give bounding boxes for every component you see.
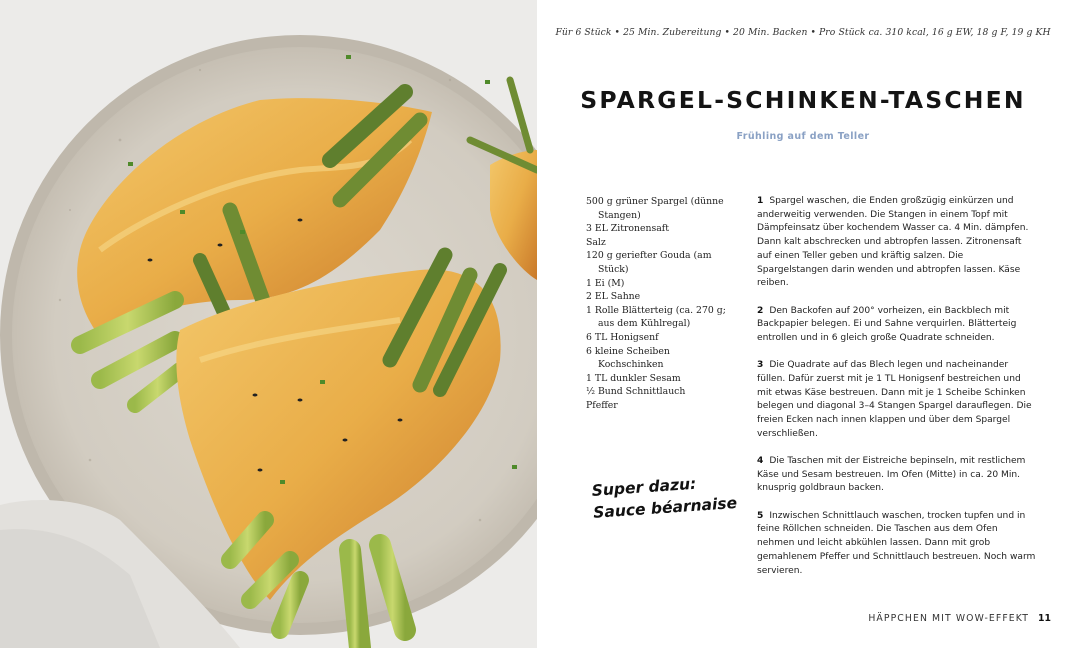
ingredient-item: 1 Ei (M) <box>586 277 625 289</box>
step-number: 1 <box>757 196 764 206</box>
step-2 <box>757 305 1037 346</box>
step-text: Inzwischen Schnittlauch waschen, trocken tupfen und in feine Röllchen schneiden. Die Taschen aus dem Ofen nehmen und leicht abkühlen lassen. Dann mit grob gemahlenem Pfeffer und Schnittlauch bestreuen. Noch warm servieren. <box>757 510 1036 576</box>
step-number: 5 <box>757 510 764 521</box>
ingredient-item: 6 kleine Scheiben Kochschinken <box>586 345 670 371</box>
ingredient-item: 120 g geriefter Gouda (am Stück) <box>586 250 712 275</box>
step-text: Spargel waschen, die Enden großzügig einkürzen und anderweitig verwenden. Die Stangen in einem Topf mit Dämpfeinsatz über kochendem Wasser ca. 4 Min. dämpfen. Dann kalt abschrecken und abtropfen lassen. Zitronensaft auf einen Teller geben und kräftig salzen. Die Spargelstangen darin wenden und abtropfen lassen. Käse reiben. <box>757 196 1029 289</box>
ingredient-item: ½ Bund Schnittlauch <box>586 386 686 398</box>
page-footer <box>868 613 1051 624</box>
serving-tip <box>591 470 744 524</box>
recipe-subtitle: Frühling auf dem Teller <box>736 131 870 142</box>
ingredient-item: 1 TL dunkler Sesam <box>586 372 681 384</box>
ingredient-item: 6 TL Honigsenf <box>586 331 659 343</box>
ingredient-item: 2 EL Sahne <box>586 291 641 303</box>
recipe-meta: Für 6 Stück • 25 Min. Zubereitung • 20 Min. Backen • Pro Stück ca. 310 kcal, 16 g EW, 18 g F, 19 g KH <box>555 27 1051 38</box>
step-text: Den Backofen auf 200° vorheizen, ein Backblech mit Backpapier belegen. Ei und Sahne verquirlen. Blätterteig entrollen und in 6 gleich große Quadrate schneiden. <box>757 305 1017 343</box>
ingredient-item: 3 EL Zitronensaft <box>586 223 669 235</box>
step-text: Die Quadrate auf das Blech legen und nacheinander füllen. Dafür zuerst mit je 1 TL Honigsenf bestreichen und mit etwas Käse bestreuen. Dann mit je 1 Scheibe Schinken belegen und diagonal 3–4 Stangen Spargel darauflegen. Die freien Ecken nach innen klappen und über dem Spargel verschließen. <box>757 360 1032 439</box>
page-number: 11 <box>1038 613 1051 624</box>
recipe-title: SPARGEL-SCHINKEN-TASCHEN <box>580 86 1026 114</box>
step-number: 3 <box>757 360 764 371</box>
ingredient-item: Salz <box>586 236 606 248</box>
ingredient-item: 1 Rolle Blätterteig (ca. 270 g; aus dem Kühlregal) <box>586 304 726 330</box>
ingredients-list <box>586 195 736 413</box>
step-4 <box>757 455 1037 496</box>
step-number: 2 <box>757 305 764 316</box>
ingredient-item: Pfeffer <box>586 399 618 411</box>
step-5 <box>757 510 1037 579</box>
footer-section-title: HÄPPCHEN MIT WOW-EFFEKT <box>868 613 1030 624</box>
ingredient-item: 500 g grüner Spargel (dünne Stangen) <box>586 196 724 221</box>
serving-tip-line2: Sauce béarnaise <box>592 493 738 522</box>
step-text: Die Taschen mit der Eistreiche bepinseln, mit restlichem Käse und Sesam bestreuen. Im Ofen (Mitte) in ca. 20 Min. knusprig goldbraun backen. <box>757 456 1026 494</box>
step-number: 4 <box>757 456 764 467</box>
step-3 <box>757 359 1037 441</box>
instruction-steps <box>757 195 1037 592</box>
serving-tip-line1: Super dazu: <box>591 474 697 500</box>
step-1 <box>757 195 1037 291</box>
recipe-page <box>537 0 1069 648</box>
